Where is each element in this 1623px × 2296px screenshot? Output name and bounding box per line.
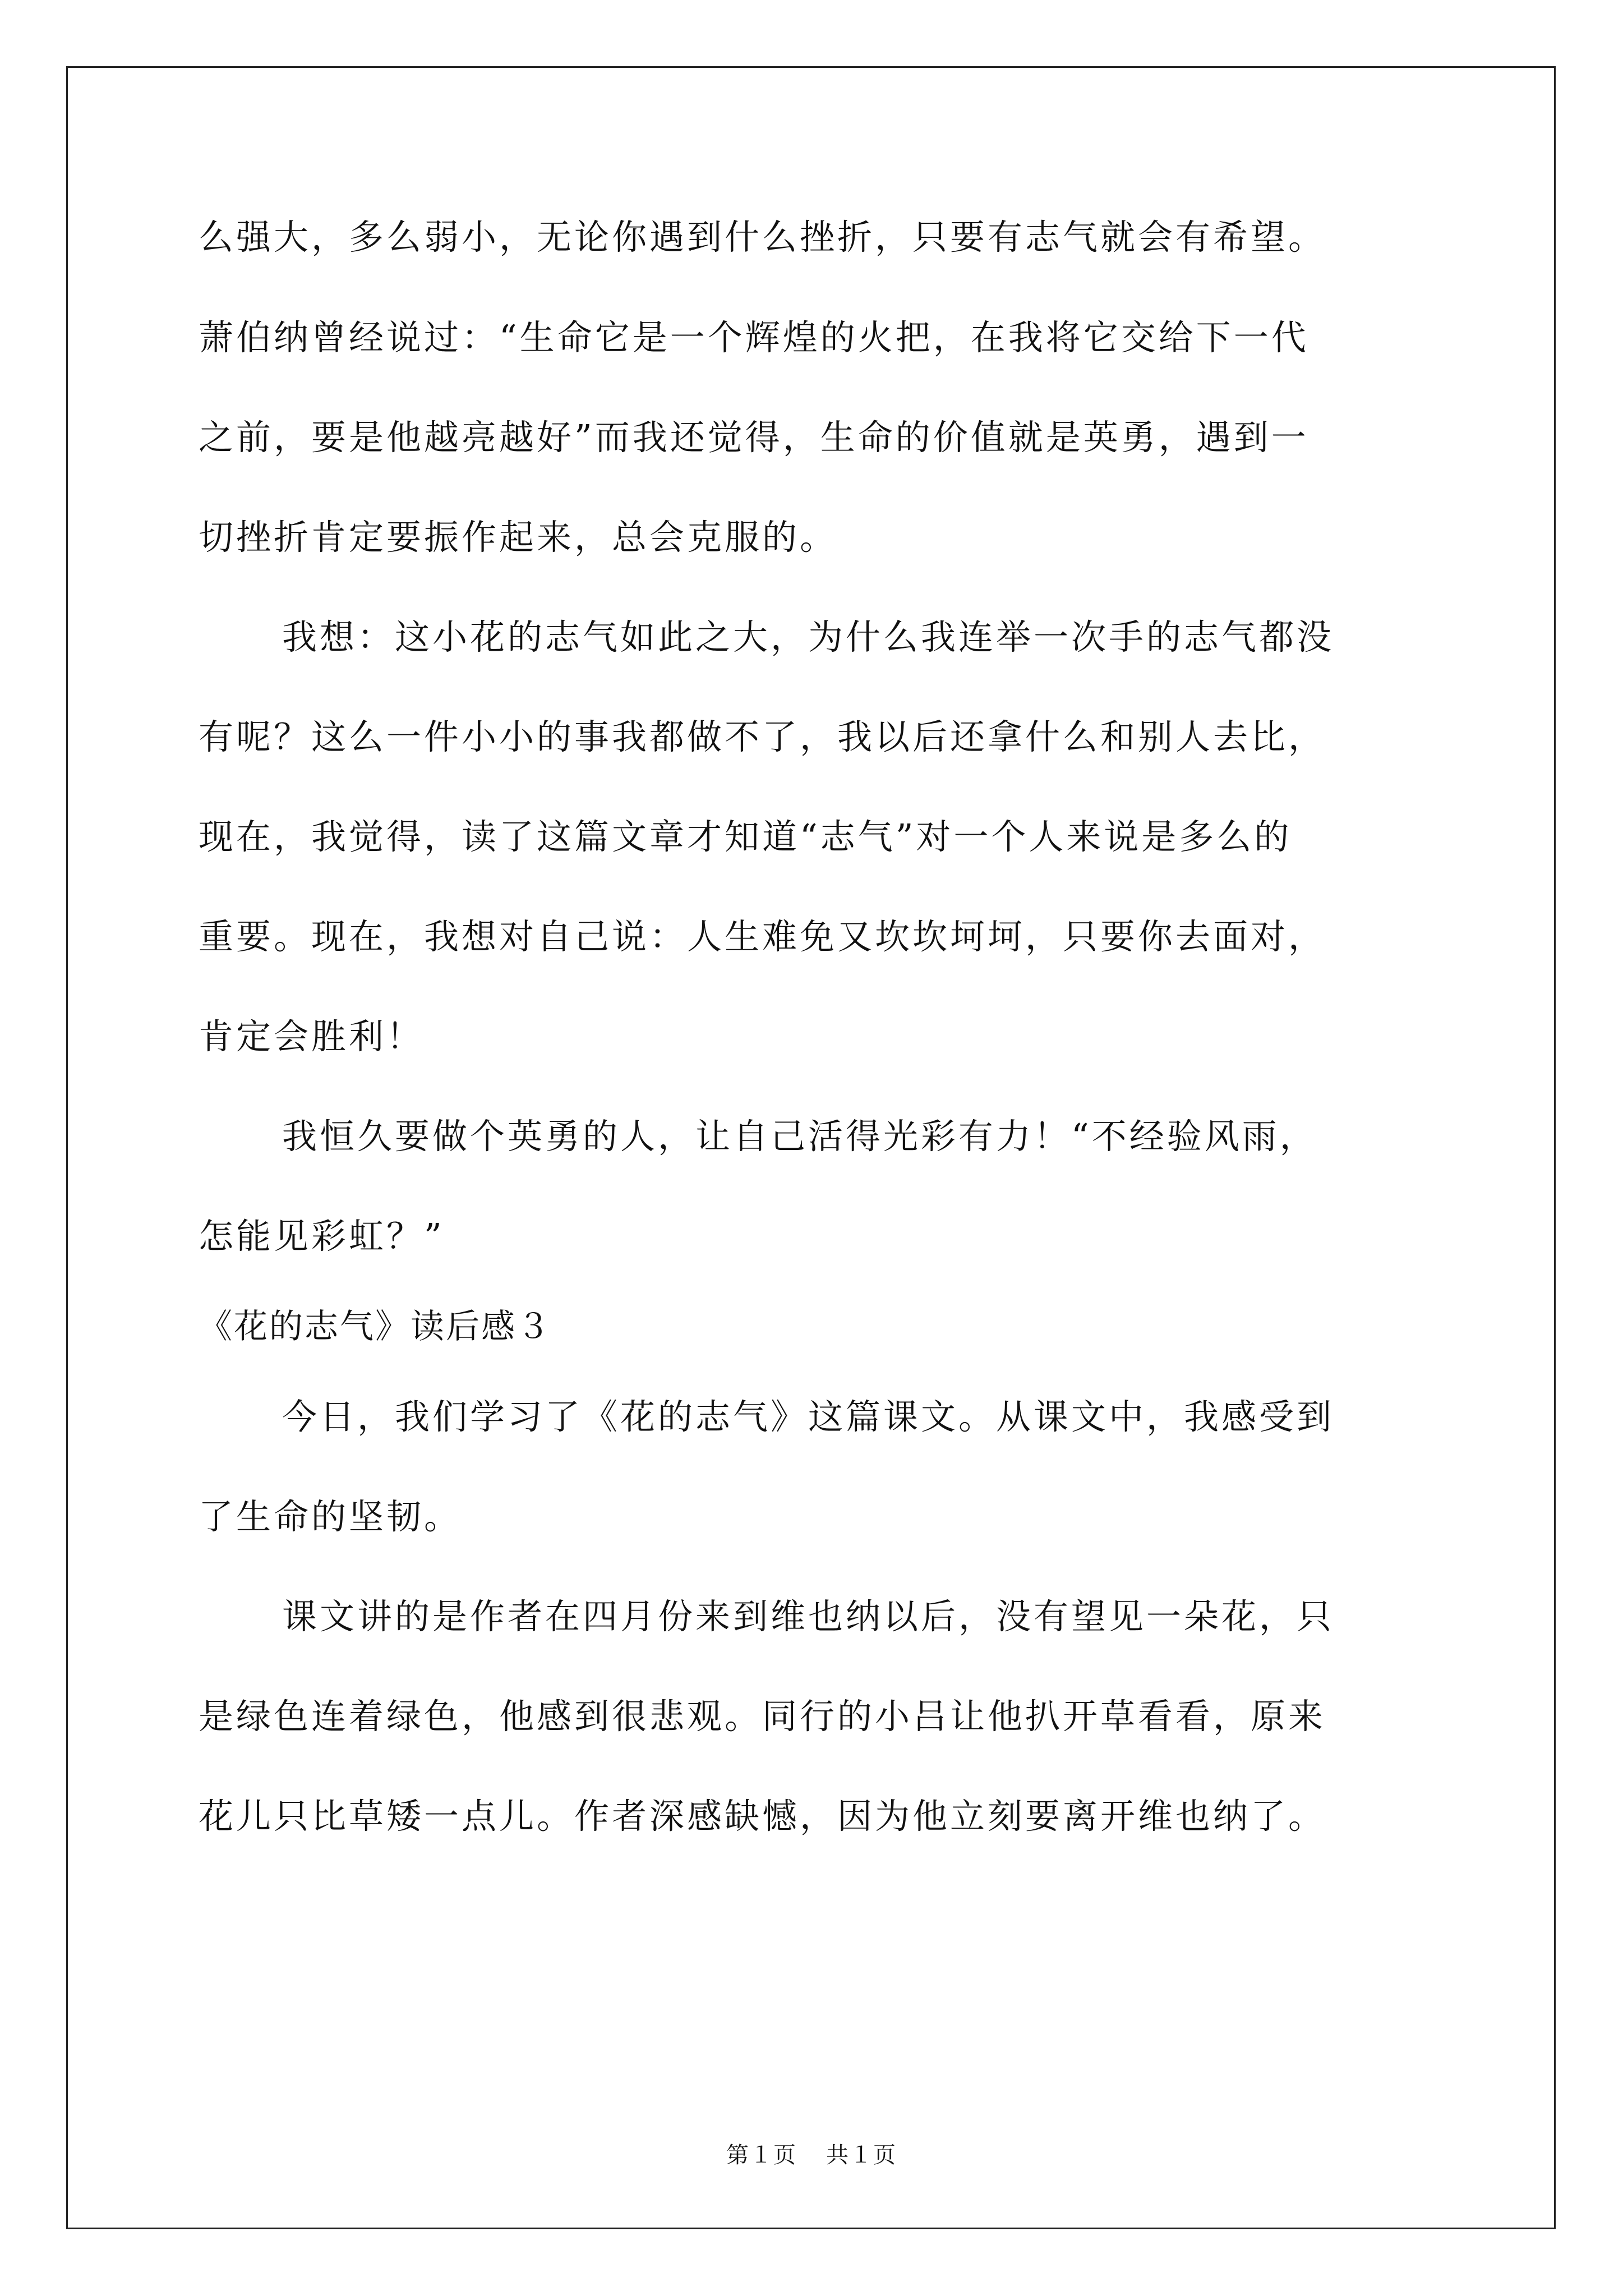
paragraph-start: 我想：这小花的志气如此之大，为什么我连举一次手的志气都没 (282, 616, 1335, 657)
page-footer (0, 2137, 1623, 2169)
text-line: 切挫折肯定要振作起来，总会克服的。 (199, 517, 838, 558)
page-number-current: 第１页 (726, 2142, 797, 2168)
text-line: 之前，要是他越亮越好”而我还觉得，生命的价值就是英勇，遇到一 (199, 417, 1309, 458)
text-line: 是绿色连着绿色，他感到很悲观。同行的小吕让他扒开草看看，原来 (199, 1696, 1326, 1737)
page-number-total: 共１页 (826, 2142, 897, 2168)
text-line: 花儿只比草矮一点儿。作者深感缺憾，因为他立刻要离开维也纳了。 (199, 1796, 1326, 1837)
text-line: 怎能见彩虹？” (199, 1216, 445, 1257)
text-line: 现在，我觉得，读了这篇文章才知道“志气”对一个人来说是多么的 (199, 816, 1292, 857)
paragraph-start: 今日，我们学习了《花的志气》这篇课文。从课文中，我感受到 (282, 1396, 1335, 1437)
text-line: 么强大，多么弱小，无论你遇到什么挫折，只要有志气就会有希望。 (199, 217, 1326, 257)
paragraph-start: 我恒久要做个英勇的人，让自己活得光彩有力！“不经验风雨， (282, 1116, 1317, 1157)
text-line: 肯定会胜利！ (199, 1016, 425, 1057)
text-line: 了生命的坚韧。 (199, 1496, 462, 1537)
text-line: 萧伯纳曾经说过：“生命它是一个辉煌的火把，在我将它交给下一代 (199, 317, 1309, 358)
section-heading: 《花的志气》读后感３ (199, 1307, 552, 1346)
text-line: 有呢？这么一件小小的事我都做不了，我以后还拿什么和别人去比， (199, 716, 1326, 757)
text-line: 重要。现在，我想对自己说：人生难免又坎坎坷坷，只要你去面对， (199, 916, 1326, 957)
paragraph-start: 课文讲的是作者在四月份来到维也纳以后，没有望见一朵花，只 (282, 1596, 1335, 1637)
